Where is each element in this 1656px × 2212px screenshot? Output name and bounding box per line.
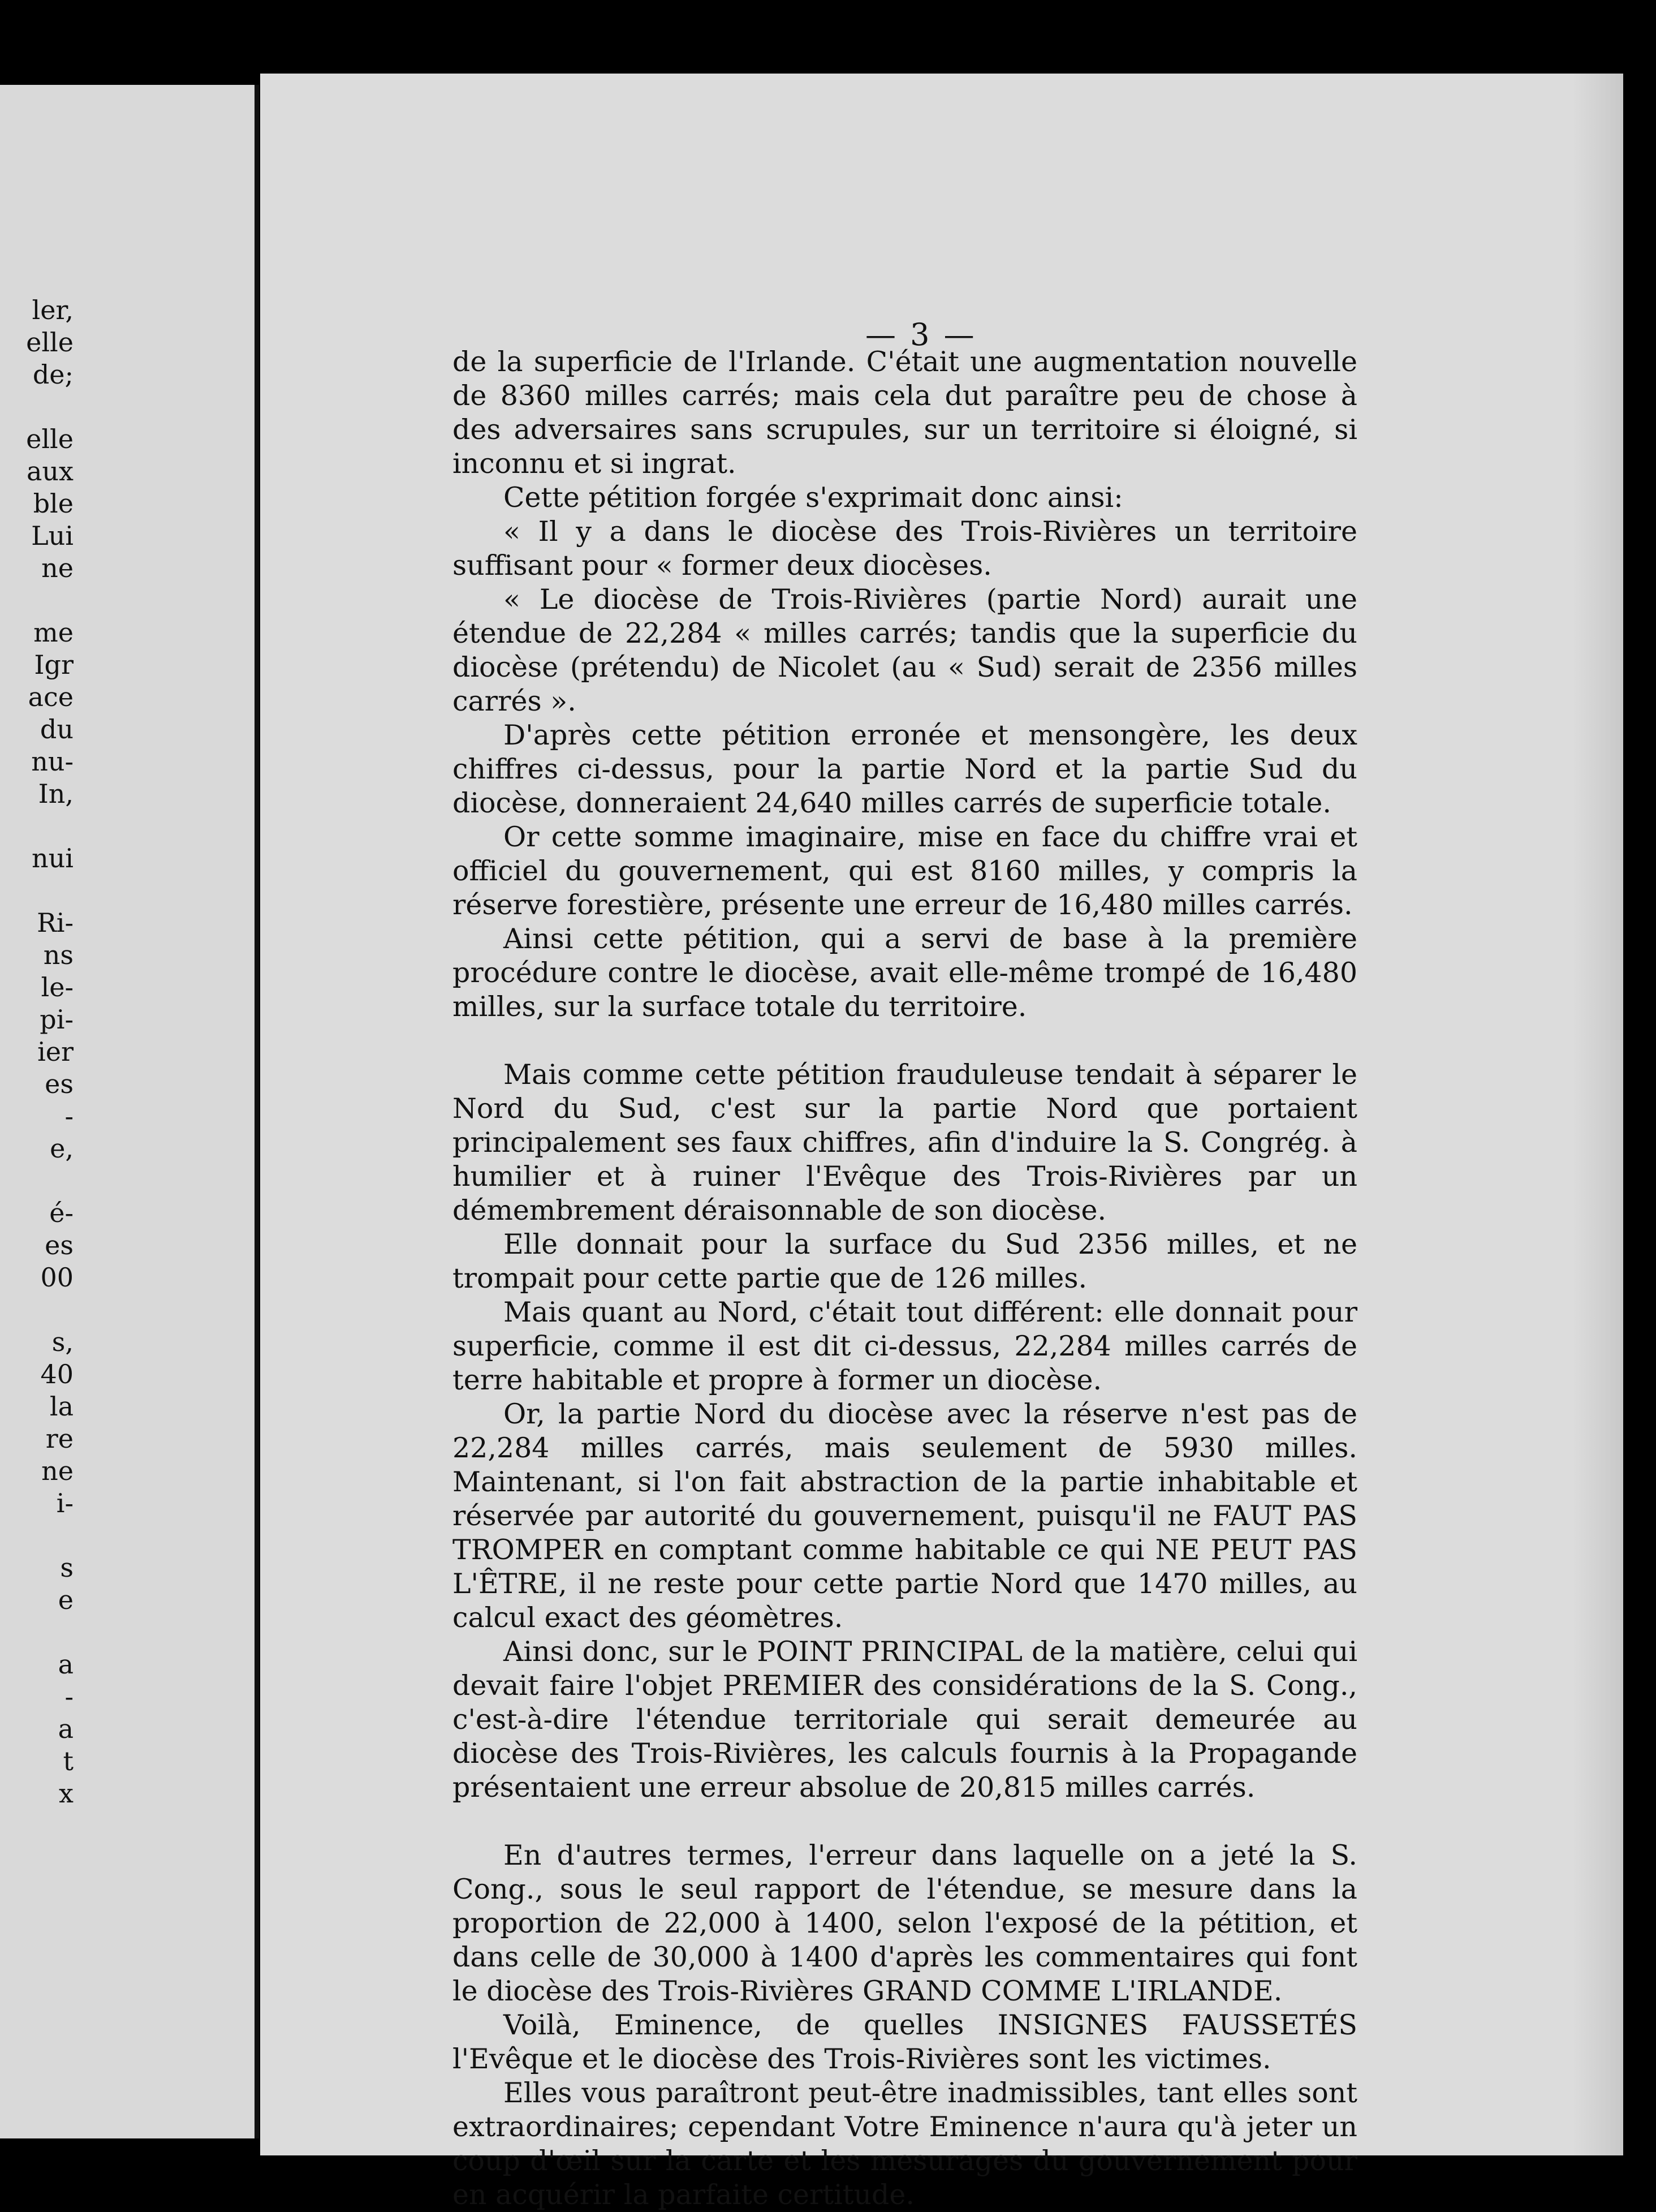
left-fragment-line — [6, 1165, 74, 1197]
left-fragment-line: e — [58, 1585, 74, 1615]
left-fragment-line — [6, 391, 74, 423]
paragraph: Ainsi donc, sur le POINT PRINCIPAL de la matière, celui qui devait faire l'objet PREMIER des considérations de la S. Cong., c'est-à-dire l'étendue territoriale qui serait demeurée au diocèse des Trois-Rivières, les calculs fournis à la Propagande présentaient une erreur absolue de 20,815 milles carrés. — [452, 1636, 1357, 1804]
paragraph: Ainsi cette pétition, qui a servi de base à la première procédure contre le diocèse, avait elle-même trompé de 16,480 milles, sur la surface totale du territoire. — [452, 923, 1357, 1023]
left-fragment-line: es — [45, 1230, 74, 1260]
paragraph: D'après cette pétition erronée et mensongère, les deux chiffres ci-dessus, pour la partie Nord et la partie Sud du diocèse, donneraient 24,640 milles carrés de superficie totale. — [452, 719, 1357, 819]
left-fragment-line: me — [33, 617, 74, 648]
paragraph: Voilà, Eminence, de quelles INSIGNES FAUSSETÉS l'Evêque et le diocèse des Trois-Rivières sont les victimes. — [452, 2009, 1357, 2075]
paragraph: « Il y a dans le diocèse des Trois-Rivières un territoire suffisant pour « former deux diocèses. — [452, 515, 1357, 582]
left-fragment-line: elle — [26, 327, 74, 358]
left-fragment-line: e, — [50, 1133, 74, 1164]
left-fragment-line: ne — [41, 1456, 74, 1486]
left-fragment-line: - — [64, 1681, 74, 1712]
left-fragment-line: de; — [32, 359, 74, 390]
paragraph: « Le diocèse de Trois-Rivières (partie Nord) aurait une étendue de 22,284 « milles carrés; tandis que la superficie du diocèse (prétendu) de Nicolet (au « Sud) serait de 2356 milles carrés ». — [452, 583, 1357, 717]
page-edge-shadow — [1572, 74, 1623, 2155]
left-fragment-line: ne — [41, 553, 74, 583]
left-fragment-line: 00 — [40, 1262, 74, 1293]
left-fragment-line: nu- — [31, 746, 74, 777]
left-fragment-line: t — [63, 1746, 74, 1776]
left-fragment-line: Lui — [31, 520, 74, 551]
left-fragment-line: du — [40, 714, 74, 744]
left-fragment-line — [6, 1616, 74, 1649]
left-fragment-line: nui — [32, 843, 74, 873]
left-fragment-line: Ri- — [37, 907, 74, 938]
left-fragment-line: ns — [43, 940, 74, 970]
left-fragment-line — [6, 875, 74, 907]
paragraph-gap — [452, 1805, 1357, 1839]
left-page-text-fragments — [6, 294, 74, 1810]
left-fragment-line: a — [58, 1714, 74, 1744]
left-fragment-line: re — [45, 1423, 74, 1454]
paragraph: Or cette somme imaginaire, mise en face du chiffre vrai et officiel du gouvernement, qui est 8160 milles, y compris la réserve forestière, présente une erreur de 16,480 milles carrés. — [452, 821, 1357, 921]
left-page-fragment — [0, 85, 259, 2138]
left-fragment-line — [6, 584, 74, 617]
left-fragment-line: ace — [28, 682, 74, 712]
left-fragment-line: aux — [27, 456, 74, 487]
left-fragment-line: é- — [49, 1198, 74, 1228]
left-fragment-line: es — [45, 1069, 74, 1099]
left-fragment-line: x — [59, 1778, 74, 1809]
left-fragment-line: ler, — [32, 295, 74, 325]
paragraph: Or, la partie Nord du diocèse avec la réserve n'est pas de 22,284 milles carrés, mais seulement de 5930 milles. Maintenant, si l'on fait abstraction de la partie inhabitable et réservée par autorité du gouvernement, puisqu'il ne FAUT PAS TROMPER en comptant comme habitable ce qui NE PEUT PAS L'ÊTRE, il ne reste pour cette partie Nord que 1470 milles, au calcul exact des géomètres. — [452, 1398, 1357, 1634]
left-fragment-line: - — [64, 1101, 74, 1131]
left-fragment-line: 40 — [40, 1359, 74, 1389]
left-fragment-line: s — [60, 1552, 74, 1583]
page-number: — 3 — — [865, 317, 977, 352]
left-fragment-line: i- — [56, 1488, 74, 1518]
left-fragment-line: s, — [51, 1327, 74, 1357]
paragraph: Elle donnait pour la surface du Sud 2356 milles, et ne trompait pour cette partie que de 126 milles. — [452, 1228, 1357, 1294]
left-fragment-line: la — [49, 1391, 74, 1422]
paragraph-gap — [452, 1024, 1357, 1058]
paragraph: Mais comme cette pétition frauduleuse tendait à séparer le Nord du Sud, c'est sur la partie Nord que portaient principalement ses faux chiffres, afin d'induire la S. Congrég. à humilier et à ruiner l'Evêque des Trois-Rivières par un démembrement déraisonnable de son diocèse. — [452, 1058, 1357, 1227]
left-fragment-line — [6, 810, 74, 842]
left-fragment-line: ier — [37, 1036, 74, 1067]
left-fragment-line: a — [58, 1649, 74, 1680]
left-fragment-line: le- — [41, 972, 74, 1002]
paragraph: En d'autres termes, l'erreur dans laquelle on a jeté la S. Cong., sous le seul rapport de l'étendue, se mesure dans la proportion de 22,000 à 1400, selon l'exposé de la pétition, et dans celle de 30,000 à 1400 d'après les commentaires qui font le diocèse des Trois-Rivières GRAND COMME L'IRLANDE. — [452, 1839, 1357, 2007]
left-fragment-line: ble — [33, 488, 74, 519]
body-text — [452, 345, 1357, 2212]
left-fragment-line: In, — [38, 778, 74, 809]
paragraph: de la superficie de l'Irlande. C'était une augmentation nouvelle de 8360 milles carrés; mais cela dut paraître peu de chose à des adversaires sans scrupules, sur un territoire si éloigné, si inconnu et si ingrat. — [452, 346, 1357, 480]
left-fragment-line: Igr — [34, 649, 74, 680]
left-fragment-line — [6, 1294, 74, 1326]
left-fragment-line — [6, 1520, 74, 1552]
paragraph: Elles vous paraîtront peut-être inadmissibles, tant elles sont extraordinaires; cependant Votre Eminence n'aura qu'à jeter un coup d'œil sur la carte et les mesurages du gouvernement pour en acquérir la parfaite certitude. — [452, 2077, 1357, 2211]
paragraph: Cette pétition forgée s'exprimait donc ainsi: — [503, 481, 1123, 514]
paragraph: Mais quant au Nord, c'était tout différent: elle donnait pour superficie, comme il est dit ci-dessus, 22,284 milles carrés de terre habitable et propre à former un diocèse. — [452, 1296, 1357, 1396]
left-fragment-line: pi- — [40, 1004, 74, 1035]
left-fragment-line: elle — [26, 424, 74, 454]
